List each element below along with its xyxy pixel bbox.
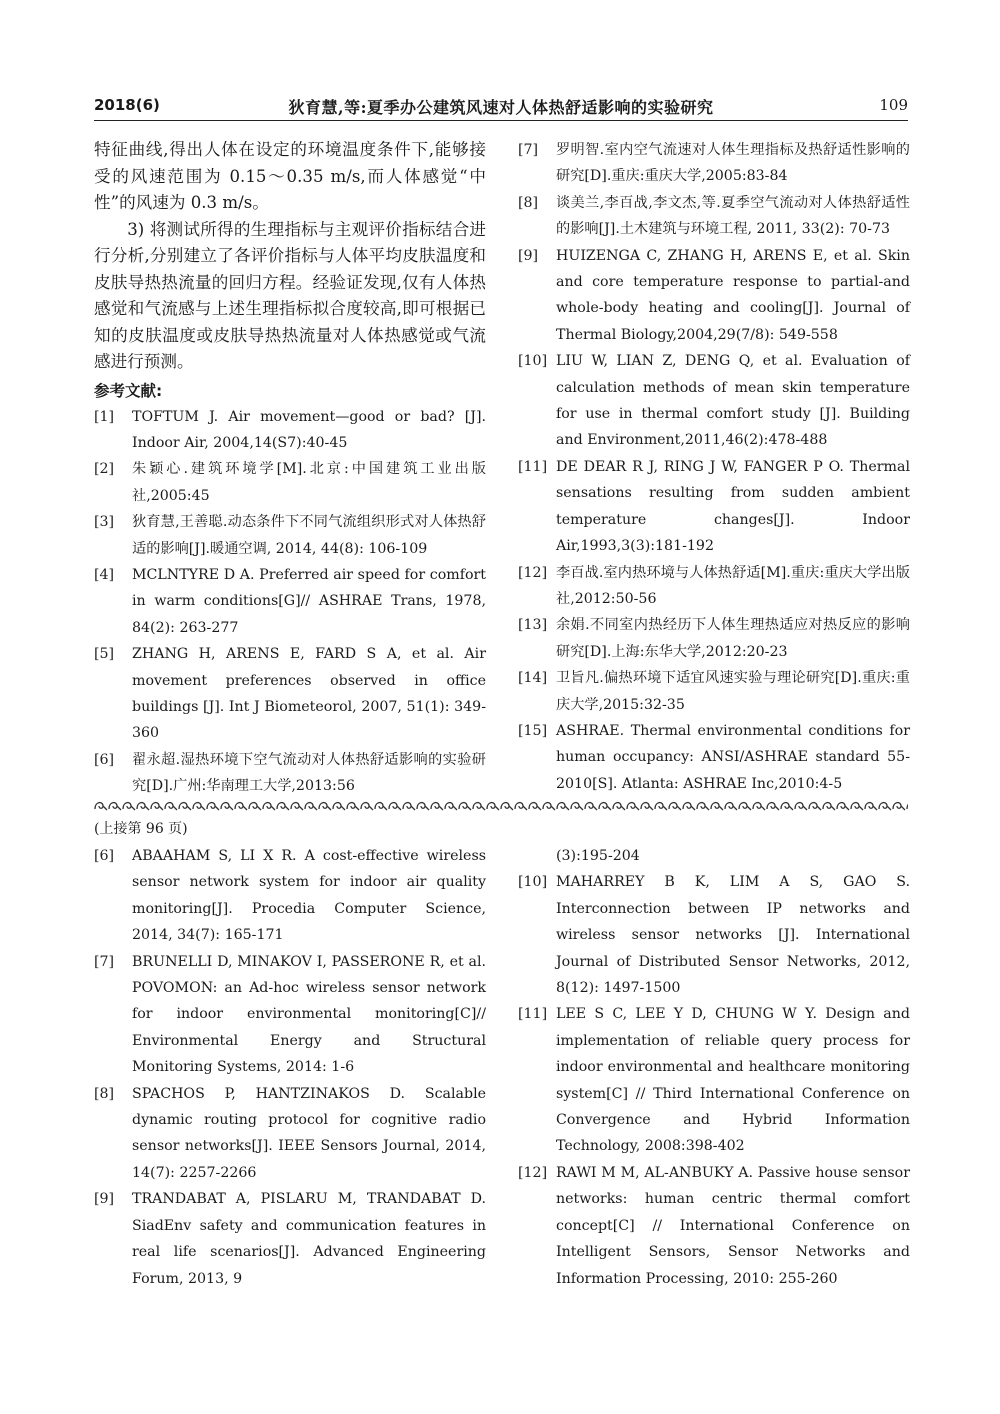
ornament-swirl bbox=[571, 803, 583, 810]
reference-text: SPACHOS P, HANTZINAKOS D. Scalable dynamic routing protocol for cognitive radio sensor networks[J]. IEEE Sensors Journal, 2014, 14(7): 2257-2266 bbox=[132, 1085, 486, 1181]
ornament-swirl bbox=[417, 803, 429, 810]
reference-number: [9] bbox=[94, 1191, 115, 1208]
reference-text: DE DEAR R J, RING J W, FANGER P O. Thermal sensations resulting from sudden ambient temperature changes[J]. Indoor Air,1993,3(3):181-192 bbox=[556, 458, 910, 555]
reference-number: [12] bbox=[518, 1164, 548, 1181]
reference-number: [4] bbox=[94, 566, 115, 583]
reference-number: [1] bbox=[94, 408, 115, 425]
reference-text: 卫旨凡.偏热环境下适宜风速实验与理论研究[D].重庆:重庆大学,2015:32-35 bbox=[556, 670, 910, 713]
ornament-swirl bbox=[109, 803, 121, 810]
ornament-swirl bbox=[249, 803, 261, 810]
ornament-swirl bbox=[907, 803, 908, 810]
left-column-top bbox=[94, 137, 486, 800]
left-column-bottom bbox=[94, 843, 486, 1292]
reference-text: MAHARREY B K, LIM A S, GAO S. Interconnection between IP networks and wireless sensor networks [J]. International Journal of Distributed Sensor Networks, 2012, 8(12): 1497-1500 bbox=[556, 874, 910, 997]
ornament-swirl bbox=[361, 803, 373, 810]
ornament-swirl bbox=[431, 803, 443, 810]
reference-text: TOFTUM J. Air movement—good or bad? [J]. Indoor Air, 2004,14(S7):40-45 bbox=[132, 408, 486, 451]
ornament-swirl bbox=[221, 803, 233, 810]
ornament-swirl bbox=[375, 803, 387, 810]
reference-item bbox=[518, 1001, 910, 1159]
ornament-swirl bbox=[683, 803, 695, 810]
reference-item bbox=[94, 949, 486, 1081]
page-header bbox=[94, 94, 908, 121]
reference-text: 余娟.不同室内热经历下人体生理热适应对热反应的影响研究[D].上海:东华大学,2012:20-23 bbox=[556, 617, 910, 660]
reference-item bbox=[518, 665, 910, 718]
reference-number: [6] bbox=[94, 848, 115, 864]
ornament-swirl bbox=[207, 803, 219, 810]
ornament-swirl bbox=[767, 803, 779, 810]
ornament-swirl bbox=[291, 803, 303, 810]
reference-item bbox=[94, 562, 486, 641]
ornament-swirl bbox=[277, 803, 289, 810]
reference-number: [8] bbox=[94, 1085, 115, 1102]
reference-number: [15] bbox=[518, 722, 548, 739]
reference-item bbox=[518, 1160, 910, 1292]
reference-text: MCLNTYRE D A. Preferred air speed for comfort in warm conditions[G]// ASHRAE Trans, 1978, 84(2): 263-277 bbox=[132, 566, 486, 636]
reference-text: LIU W, LIAN Z, DENG Q, et al. Evaluation of calculation methods of mean skin temperature for use in thermal comfort study [J]. Building and Environment,2011,46(2):478-488 bbox=[556, 353, 910, 449]
ornament-swirl bbox=[445, 803, 457, 810]
reference-item bbox=[94, 404, 486, 457]
reference-item bbox=[94, 456, 486, 509]
ornament-swirl bbox=[151, 803, 163, 810]
reference-text: 李百战.室内热环境与人体热舒适[M].重庆:重庆大学出版社,2012:50-56 bbox=[556, 564, 910, 607]
reference-item bbox=[94, 1081, 486, 1187]
reference-text: BRUNELLI D, MINAKOV I, PASSERONE R, et al. POVOMON: an Ad-hoc wireless sensor network for indoor environmental monitoring[C]// Environmental Energy and Structural Monitoring Systems, 2014: 1-6 bbox=[132, 953, 486, 1076]
reference-number: [6] bbox=[94, 751, 115, 768]
ornament-swirl bbox=[655, 803, 667, 810]
reference-text: ZHANG H, ARENS E, FARD S A, et al. Air movement preferences observed in office buildings [J]. Int J Biometeorol, 2007, 51(1): 349-360 bbox=[132, 646, 486, 742]
ornament-swirl bbox=[193, 803, 205, 810]
reference-item bbox=[518, 612, 910, 665]
ornament-swirl bbox=[123, 803, 135, 810]
ornament-swirl bbox=[501, 803, 513, 810]
body-paragraph-2: 3) 将测试所得的生理指标与主观评价指标结合进行分析,分别建立了各评价指标与人体平均皮肤温度和皮肤导热热流量的回归方程。经验证发现,仅有人体热感觉和气流感与上述生理指标拟合度较高,即可根据已知的皮肤温度或皮肤导热热流量对人体热感觉或气流感进行预测。 bbox=[94, 219, 486, 371]
ornament-swirl bbox=[837, 803, 849, 810]
ornament-swirl bbox=[389, 803, 401, 810]
reference-item bbox=[518, 869, 910, 1001]
reference-number: [10] bbox=[518, 353, 548, 370]
reference-item bbox=[94, 747, 486, 800]
ornament-swirl bbox=[473, 803, 485, 810]
ornament-swirl bbox=[627, 803, 639, 810]
ornament-swirl bbox=[599, 803, 611, 810]
ornament-swirl bbox=[739, 803, 751, 810]
ornament-swirl bbox=[557, 803, 569, 810]
ornament-swirl bbox=[179, 803, 191, 810]
ornament-swirl bbox=[781, 803, 793, 810]
ornament-swirl bbox=[585, 803, 597, 810]
reference-number: [7] bbox=[94, 953, 115, 970]
reference-text: HUIZENGA C, ZHANG H, ARENS E, et al. Skin and core temperature response to partial-and whole-body heating and cooling[J]. Journal of Thermal Biology,2004,29(7/8): 549-558 bbox=[556, 247, 910, 343]
ornament-swirl bbox=[851, 803, 863, 810]
reference-number: [7] bbox=[518, 142, 539, 158]
reference-text: TRANDABAT A, PISLARU M, TRANDABAT D. SiadEnv safety and communication features in real life scenarios[J]. Advanced Engineering Forum, 2013, 9 bbox=[132, 1191, 486, 1287]
ornament-swirl bbox=[641, 803, 653, 810]
reference-number: [10] bbox=[518, 874, 548, 891]
reference-number: [8] bbox=[518, 194, 539, 211]
ornament-swirl bbox=[137, 803, 149, 810]
reference-item bbox=[94, 1186, 486, 1292]
ornament-swirl bbox=[487, 803, 499, 810]
reference-number: [3] bbox=[94, 514, 115, 531]
ornament-swirl bbox=[319, 803, 331, 810]
reference-list-top-left bbox=[94, 404, 486, 800]
ornament-swirl bbox=[403, 803, 415, 810]
reference-item bbox=[518, 454, 910, 560]
ornament-swirl bbox=[865, 803, 877, 810]
reference-continuation bbox=[518, 843, 910, 869]
ornament-swirl bbox=[697, 803, 709, 810]
reference-list-bottom-left bbox=[94, 843, 486, 1292]
body-paragraph-1: 特征曲线,得出人体在设定的环境温度条件下,能够接受的风速范围为 0.15～0.35 m/s,而人体感觉“中性”的风速为 0.3 m/s。 bbox=[94, 140, 486, 212]
ornament-swirl bbox=[529, 803, 541, 810]
ornament-swirl bbox=[333, 803, 345, 810]
ornament-swirl bbox=[613, 803, 625, 810]
ornament-swirl bbox=[753, 803, 765, 810]
reference-list-bottom-right bbox=[518, 869, 910, 1292]
ornament-swirl bbox=[711, 803, 723, 810]
reference-item bbox=[518, 137, 910, 190]
ornament-swirl bbox=[669, 803, 681, 810]
ornament-swirl bbox=[809, 803, 821, 810]
reference-number: [14] bbox=[518, 670, 548, 687]
reference-item bbox=[518, 560, 910, 613]
right-column-top bbox=[518, 137, 910, 797]
reference-item bbox=[94, 509, 486, 562]
reference-text: 翟永超.湿热环境下空气流动对人体热舒适影响的实验研究[D].广州:华南理工大学,2013:56 bbox=[132, 751, 486, 795]
reference-item bbox=[94, 641, 486, 747]
ornament-swirl bbox=[795, 803, 807, 810]
ornament-swirl bbox=[515, 803, 527, 810]
reference-item bbox=[518, 190, 910, 243]
ornament-swirl bbox=[95, 803, 107, 810]
reference-continuation-text: (3):195-204 bbox=[556, 848, 640, 864]
reference-number: [2] bbox=[94, 461, 115, 478]
ornament-swirl bbox=[879, 803, 891, 810]
ornament-swirl bbox=[823, 803, 835, 810]
reference-text: ABAAHAM S, LI X R. A cost-effective wireless sensor network system for indoor air quality monitoring[J]. Procedia Computer Science, 2014, 34(7): 165-171 bbox=[132, 848, 486, 944]
ornament-swirl bbox=[235, 803, 247, 810]
reference-text: ASHRAE. Thermal environmental conditions for human occupancy: ANSI/ASHRAE standard 55-2010[S]. Atlanta: ASHRAE Inc,2010:4-5 bbox=[556, 722, 910, 792]
reference-number: [12] bbox=[518, 564, 548, 581]
reference-list-top-right bbox=[518, 137, 910, 797]
reference-item bbox=[518, 243, 910, 349]
references-heading: 参考文献: bbox=[94, 381, 163, 400]
reference-number: [13] bbox=[518, 617, 548, 634]
ornament-swirl bbox=[347, 803, 359, 810]
reference-text: 谈美兰,李百战,李文杰,等.夏季空气流动对人体热舒适性的影响[J].土木建筑与环境工程, 2011, 33(2): 70-73 bbox=[556, 194, 910, 238]
reference-text: 狄育慧,王善聪.动态条件下不同气流组织形式对人体热舒适的影响[J].暖通空调, 2014, 44(8): 106-109 bbox=[132, 514, 486, 557]
continued-from-note: (上接第 96 页) bbox=[94, 821, 188, 837]
ornament-swirl bbox=[263, 803, 275, 810]
ornament-swirl bbox=[725, 803, 737, 810]
reference-number: [9] bbox=[518, 247, 539, 264]
journal-issue: 2018(6) bbox=[94, 96, 160, 114]
ornament-pattern bbox=[94, 798, 908, 814]
reference-item bbox=[94, 843, 486, 949]
reference-text: LEE S C, LEE Y D, CHUNG W Y. Design and implementation of reliable query process for indoor environmental and healthcare monitoring system[C] // Third International Conference on Convergence and Hybrid Information Technology, 2008:398-402 bbox=[556, 1006, 910, 1155]
reference-number: [5] bbox=[94, 646, 115, 663]
page-number: 109 bbox=[879, 96, 908, 114]
ornament-swirl bbox=[165, 803, 177, 810]
reference-text: RAWI M M, AL-ANBUKY A. Passive house sensor networks: human centric thermal comfort concept[C] // International Conference on Intelligent Sensors, Sensor Networks and Information Processing, 2010: 255-260 bbox=[556, 1164, 910, 1287]
ornament-swirl bbox=[459, 803, 471, 810]
right-column-bottom bbox=[518, 843, 910, 1292]
ornament-swirl bbox=[305, 803, 317, 810]
reference-number: [11] bbox=[518, 458, 548, 475]
section-divider-ornament bbox=[94, 798, 908, 814]
ornament-swirl bbox=[893, 803, 905, 810]
reference-text: 罗明智.室内空气流速对人体生理指标及热舒适性影响的研究[D].重庆:重庆大学,2005:83-84 bbox=[556, 142, 910, 185]
reference-item bbox=[518, 718, 910, 797]
reference-item bbox=[518, 348, 910, 454]
ornament-swirl bbox=[543, 803, 555, 810]
reference-number: [11] bbox=[518, 1006, 548, 1023]
reference-text: 朱颖心.建筑环境学[M].北京:中国建筑工业出版社,2005:45 bbox=[132, 461, 486, 504]
running-title: 狄育慧,等:夏季办公建筑风速对人体热舒适影响的实验研究 bbox=[288, 98, 714, 117]
